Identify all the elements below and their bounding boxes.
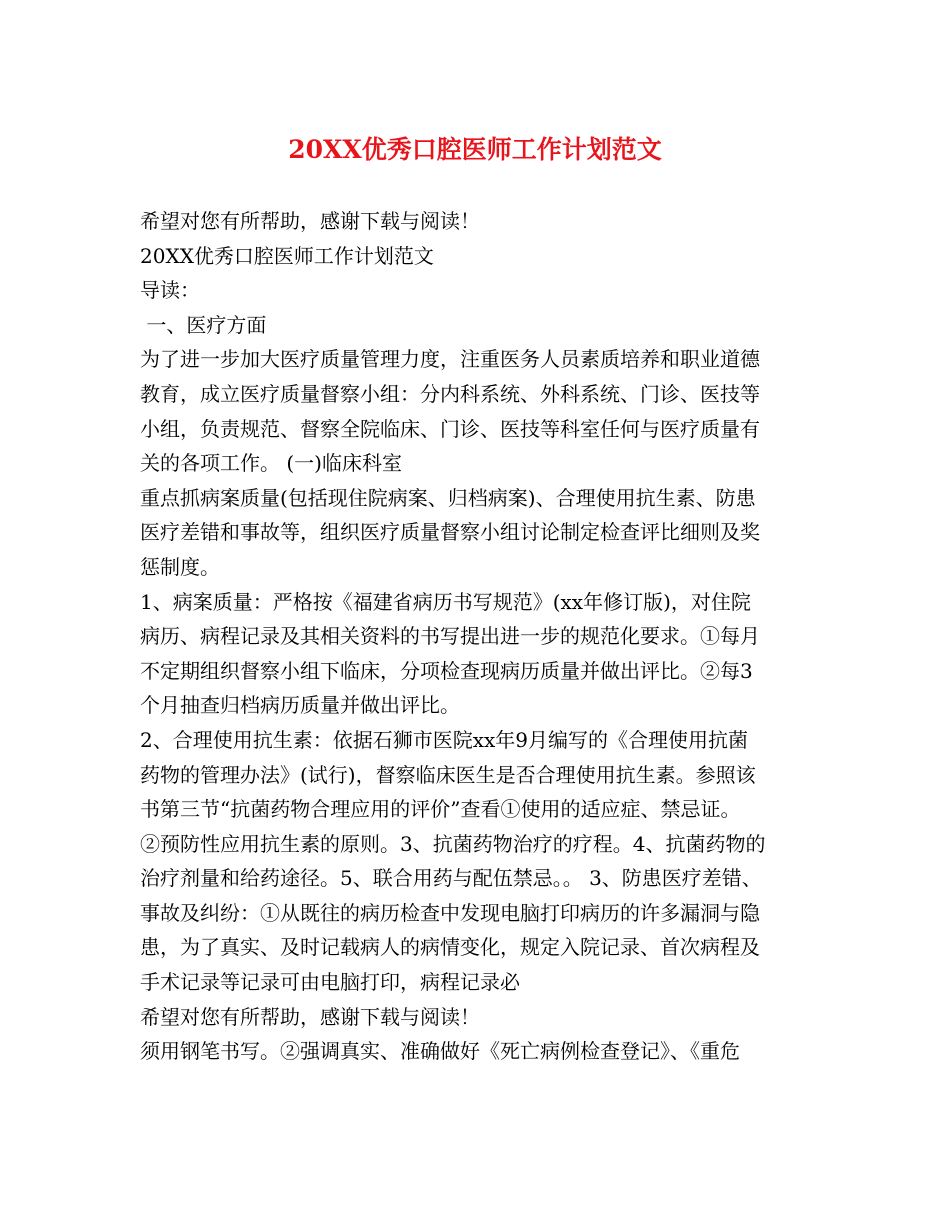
body-line: 医疗差错和事故等，组织医疗质量督察小组讨论制定检查评比细则及奖 bbox=[140, 520, 760, 545]
body-line: 病历、病程记录及其相关资料的书写提出进一步的规范化要求。①每月 bbox=[140, 624, 760, 649]
body-line: 20XX优秀口腔医师工作计划范文 bbox=[140, 243, 434, 268]
body-line: 1、病案质量：严格按《福建省病历书写规范》(xx年修订版)，对住院 bbox=[140, 589, 751, 614]
body-line: 教育，成立医疗质量督察小组：分内科系统、外科系统、门诊、医技等 bbox=[140, 381, 760, 406]
body-line: 个月抽查归档病历质量并做出评比。 bbox=[140, 693, 460, 718]
body-line: 不定期组织督察小组下临床，分项检查现病历质量并做出评比。②每3 bbox=[140, 658, 753, 683]
body-line: 书第三节“抗菌药物合理应用的评价”查看①使用的适应症、禁忌证。 bbox=[140, 797, 741, 822]
document-title: 20XX优秀口腔医师工作计划范文 bbox=[288, 135, 662, 164]
body-line: 惩制度。 bbox=[140, 554, 220, 579]
section-heading: 一、医疗方面 bbox=[140, 312, 267, 337]
body-line: 患，为了真实、及时记载病人的病情变化，规定入院记录、首次病程及 bbox=[140, 935, 760, 960]
body-line: 为了进一步加大医疗质量管理力度，注重医务人员素质培养和职业道德 bbox=[140, 347, 760, 372]
body-line: 希望对您有所帮助，感谢下载与阅读！ bbox=[140, 1004, 480, 1029]
body-line: 希望对您有所帮助，感谢下载与阅读！ bbox=[140, 209, 480, 233]
document-body bbox=[140, 204, 830, 1069]
body-line: 药物的管理办法》(试行)，督察临床医生是否合理使用抗生素。参照该 bbox=[140, 762, 756, 787]
body-line: 治疗剂量和给药途径。5、联合用药与配伍禁忌。。 3、防患医疗差错、 bbox=[140, 866, 762, 891]
body-line: ②预防性应用抗生素的原则。3、抗菌药物治疗的疗程。4、抗菌药物的 bbox=[140, 831, 766, 856]
body-line: 重点抓病案质量(包括现住院病案、归档病案)、合理使用抗生素、防患 bbox=[140, 485, 756, 510]
body-line: 关的各项工作。 (一)临床科室 bbox=[140, 451, 402, 476]
body-line: 导读： bbox=[140, 278, 200, 303]
body-line: 2、合理使用抗生素：依据石狮市医院xx年9月编写的《合理使用抗菌 bbox=[140, 727, 749, 752]
body-line: 须用钢笔书写。②强调真实、准确做好《死亡病例检查登记》、《重危 bbox=[140, 1039, 740, 1064]
body-line: 小组，负责规范、督察全院临床、门诊、医技等科室任何与医疗质量有 bbox=[140, 416, 760, 441]
body-line: 事故及纠纷：①从既往的病历检查中发现电脑打印病历的许多漏洞与隐 bbox=[140, 900, 760, 925]
body-line: 手术记录等记录可由电脑打印，病程记录必 bbox=[140, 970, 520, 995]
